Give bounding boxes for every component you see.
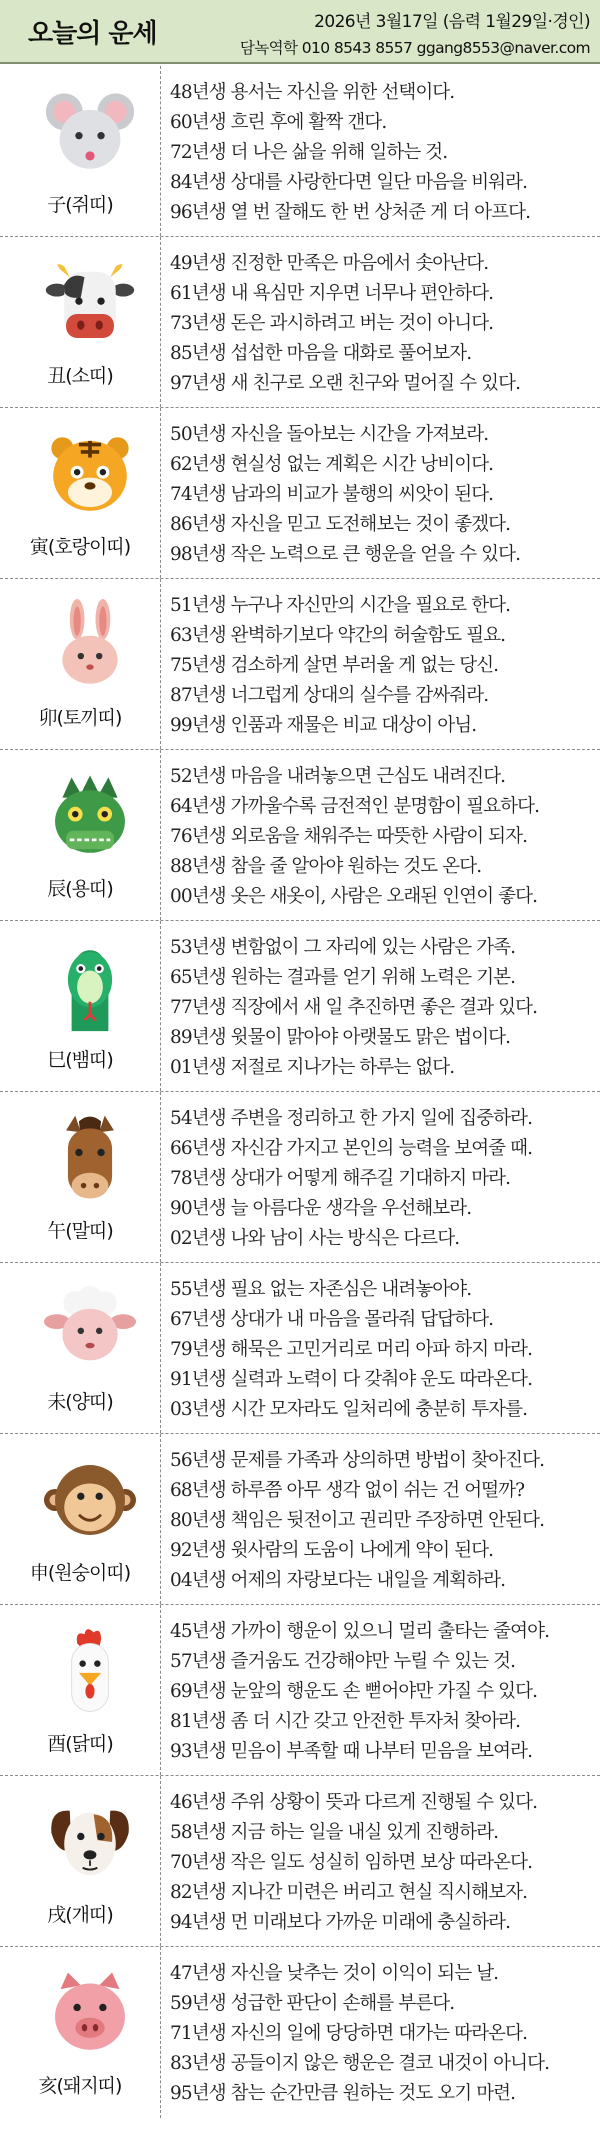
fortune-line: 46년생 주위 상황이 뜻과 다르게 진행될 수 있다. — [170, 1792, 538, 1813]
fortune-line: 62년생 현실성 없는 계획은 시간 낭비이다. — [170, 454, 494, 475]
fortune-line: 60년생 흐린 후에 활짝 갠다. — [170, 112, 387, 133]
fortune-line: 63년생 완벽하기보다 약간의 허술함도 필요. — [170, 625, 506, 646]
fortune-lines — [170, 1788, 598, 1938]
fortune-line: 71년생 자신의 일에 당당하면 대가는 따라온다. — [170, 2023, 528, 2044]
fortune-line: 76년생 외로움을 채워주는 따뜻한 사람이 되자. — [170, 826, 528, 847]
rabbit-icon — [44, 599, 136, 691]
fortune-line: 79년생 해묵은 고민거리로 머리 아파 하지 마라. — [170, 1339, 533, 1360]
fortune-lines — [170, 933, 598, 1083]
fortune-line: 61년생 내 욕심만 지우면 너무나 편안하다. — [170, 283, 494, 304]
fortune-line: 70년생 작은 일도 성실히 임하면 보상 따라온다. — [170, 1852, 533, 1873]
zodiac-row — [0, 1092, 600, 1263]
animal-label: 辰(용띠) — [47, 878, 113, 900]
fortune-lines — [170, 1617, 598, 1767]
fortune-line: 89년생 윗물이 맑아야 아랫물도 맑은 법이다. — [170, 1027, 511, 1048]
animal-label: 戌(개띠) — [47, 1904, 113, 1926]
fortune-line: 45년생 가까이 행운이 있으니 멀리 출타는 줄여야. — [170, 1621, 550, 1642]
contact-line: 담녹역학 010 8543 8557 ggang8553@naver.com — [239, 39, 590, 57]
fortune-line: 95년생 참는 순간만큼 원하는 것도 오기 마련. — [170, 2083, 516, 2104]
fortune-line: 78년생 상대가 어떻게 해주길 기대하지 마라. — [170, 1168, 511, 1189]
fortune-lines — [170, 1275, 598, 1425]
fortune-line: 80년생 책임은 뒷전이고 권리만 주장하면 안된다. — [170, 1510, 545, 1531]
fortune-line: 68년생 하루쯤 아무 생각 없이 쉬는 건 어떨까? — [170, 1480, 525, 1501]
fortune-line: 88년생 참을 줄 알아야 원하는 것도 온다. — [170, 856, 482, 877]
sheep-icon — [44, 1283, 136, 1375]
fortune-line: 97년생 새 친구로 오랜 친구와 멀어질 수 있다. — [170, 373, 521, 394]
fortune-line: 87년생 너그럽게 상대의 실수를 감싸줘라. — [170, 685, 489, 706]
fortune-lines — [170, 78, 598, 228]
cow-icon — [44, 257, 136, 349]
fortune-lines — [170, 1959, 598, 2109]
fortune-line: 53년생 변함없이 그 자리에 있는 사람은 가족. — [170, 937, 516, 958]
dragon-icon — [44, 770, 136, 862]
fortune-line: 75년생 검소하게 살면 부러울 게 없는 당신. — [170, 655, 499, 676]
fortune-line: 54년생 주변을 정리하고 한 가지 일에 집중하라. — [170, 1108, 533, 1129]
animal-label: 酉(닭띠) — [47, 1733, 113, 1755]
fortune-line: 77년생 직장에서 새 일 추진하면 좋은 결과 있다. — [170, 997, 538, 1018]
zodiac-row — [0, 66, 600, 237]
fortune-line: 94년생 먼 미래보다 가까운 미래에 충실하라. — [170, 1912, 511, 1933]
fortune-line: 67년생 상대가 내 마음을 몰라줘 답답하다. — [170, 1309, 494, 1330]
fortune-line: 04년생 어제의 자랑보다는 내일을 계획하라. — [170, 1570, 506, 1591]
zodiac-row — [0, 1605, 600, 1776]
rooster-icon — [44, 1625, 136, 1717]
fortune-line: 86년생 자신을 믿고 도전해보는 것이 좋겠다. — [170, 514, 511, 535]
fortune-line: 52년생 마음을 내려놓으면 근심도 내려진다. — [170, 766, 506, 787]
snake-icon — [44, 941, 136, 1033]
animal-label: 寅(호랑이띠) — [29, 536, 131, 558]
tiger-icon — [44, 428, 136, 520]
fortune-line: 84년생 상대를 사랑한다면 일단 마음을 비워라. — [170, 172, 528, 193]
zodiac-row — [0, 1947, 600, 2118]
zodiac-row — [0, 408, 600, 579]
fortune-line: 51년생 누구나 자신만의 시간을 필요로 한다. — [170, 595, 511, 616]
fortune-line: 93년생 믿음이 부족할 때 나부터 믿음을 보여라. — [170, 1741, 533, 1762]
animal-label: 巳(뱀띠) — [47, 1049, 113, 1071]
zodiac-row — [0, 1434, 600, 1605]
fortune-lines — [170, 1104, 598, 1254]
fortune-line: 03년생 시간 모자라도 일처리에 충분히 투자를. — [170, 1399, 528, 1420]
animal-label: 午(말띠) — [47, 1220, 113, 1242]
fortune-line: 01년생 저절로 지나가는 하루는 없다. — [170, 1057, 455, 1078]
fortune-line: 65년생 원하는 결과를 얻기 위해 노력은 기본. — [170, 967, 516, 988]
fortune-line: 02년생 나와 남이 사는 방식은 다르다. — [170, 1228, 460, 1249]
fortune-line: 91년생 실력과 노력이 다 갖춰야 운도 따라온다. — [170, 1369, 533, 1390]
fortune-line: 55년생 필요 없는 자존심은 내려놓아야. — [170, 1279, 472, 1300]
fortune-line: 57년생 즐거움도 건강해야만 누릴 수 있는 것. — [170, 1651, 516, 1672]
fortune-lines — [170, 591, 598, 741]
fortune-line: 82년생 지나간 미련은 버리고 현실 직시해보자. — [170, 1882, 528, 1903]
fortune-line: 58년생 지금 하는 일을 내실 있게 진행하라. — [170, 1822, 499, 1843]
fortune-line: 81년생 좀 더 시간 갖고 안전한 투자처 찾아라. — [170, 1711, 521, 1732]
header-bar — [0, 0, 600, 64]
fortune-line: 92년생 윗사람의 도움이 나에게 약이 된다. — [170, 1540, 494, 1561]
zodiac-row — [0, 750, 600, 921]
monkey-icon — [44, 1454, 136, 1546]
fortune-line: 72년생 더 나은 삶을 위해 일하는 것. — [170, 142, 448, 163]
fortune-lines — [170, 420, 598, 570]
fortune-line: 48년생 용서는 자신을 위한 선택이다. — [170, 82, 455, 103]
horse-icon — [44, 1112, 136, 1204]
fortune-line: 85년생 섭섭한 마음을 대화로 풀어보자. — [170, 343, 472, 364]
fortune-line: 66년생 자신감 가지고 본인의 능력을 보여줄 때. — [170, 1138, 533, 1159]
animal-label: 子(쥐띠) — [47, 194, 113, 216]
zodiac-row — [0, 237, 600, 408]
fortune-line: 56년생 문제를 가족과 상의하면 방법이 찾아진다. — [170, 1450, 545, 1471]
fortune-line: 99년생 인품과 재물은 비교 대상이 아님. — [170, 715, 477, 736]
fortune-line: 47년생 자신을 낮추는 것이 이익이 되는 날. — [170, 1963, 499, 1984]
zodiac-row — [0, 921, 600, 1092]
fortune-line: 74년생 남과의 비교가 불행의 씨앗이 된다. — [170, 484, 494, 505]
animal-label: 丑(소띠) — [47, 365, 113, 387]
zodiac-row — [0, 1263, 600, 1434]
animal-label: 未(양띠) — [47, 1391, 113, 1413]
fortune-line: 83년생 공들이지 않은 행운은 결코 내것이 아니다. — [170, 2053, 550, 2074]
page-title: 오늘의 운세 — [28, 19, 157, 49]
fortune-line: 49년생 진정한 만족은 마음에서 솟아난다. — [170, 253, 489, 274]
fortune-line: 50년생 자신을 돌아보는 시간을 가져보라. — [170, 424, 489, 445]
fortune-lines — [170, 1446, 598, 1596]
fortune-line: 00년생 옷은 새옷이, 사람은 오래된 인연이 좋다. — [170, 886, 538, 907]
fortune-line: 69년생 눈앞의 행운도 손 뻗어야만 가질 수 있다. — [170, 1681, 538, 1702]
fortune-line: 96년생 열 번 잘해도 한 번 상처준 게 더 아프다. — [170, 202, 531, 223]
fortune-line: 64년생 가까울수록 금전적인 분명함이 필요하다. — [170, 796, 540, 817]
animal-label: 亥(돼지띠) — [38, 2075, 122, 2097]
animal-label: 卯(토끼띠) — [38, 707, 122, 729]
zodiac-list — [0, 66, 600, 2118]
fortune-line: 98년생 작은 노력으로 큰 행운을 얻을 수 있다. — [170, 544, 521, 565]
fortune-lines — [170, 249, 598, 399]
fortune-line: 73년생 돈은 과시하려고 버는 것이 아니다. — [170, 313, 494, 334]
animal-label: 申(원숭이띠) — [29, 1562, 131, 1584]
rat-icon — [44, 86, 136, 178]
date-line: 2026년 3월17일 (음력 1월29일·경인) — [314, 12, 590, 32]
fortune-lines — [170, 762, 598, 912]
dog-icon — [44, 1796, 136, 1888]
fortune-line: 59년생 성급한 판단이 손해를 부른다. — [170, 1993, 455, 2014]
zodiac-row — [0, 579, 600, 750]
pig-icon — [44, 1967, 136, 2059]
fortune-line: 90년생 늘 아름다운 생각을 우선해보라. — [170, 1198, 472, 1219]
zodiac-row — [0, 1776, 600, 1947]
